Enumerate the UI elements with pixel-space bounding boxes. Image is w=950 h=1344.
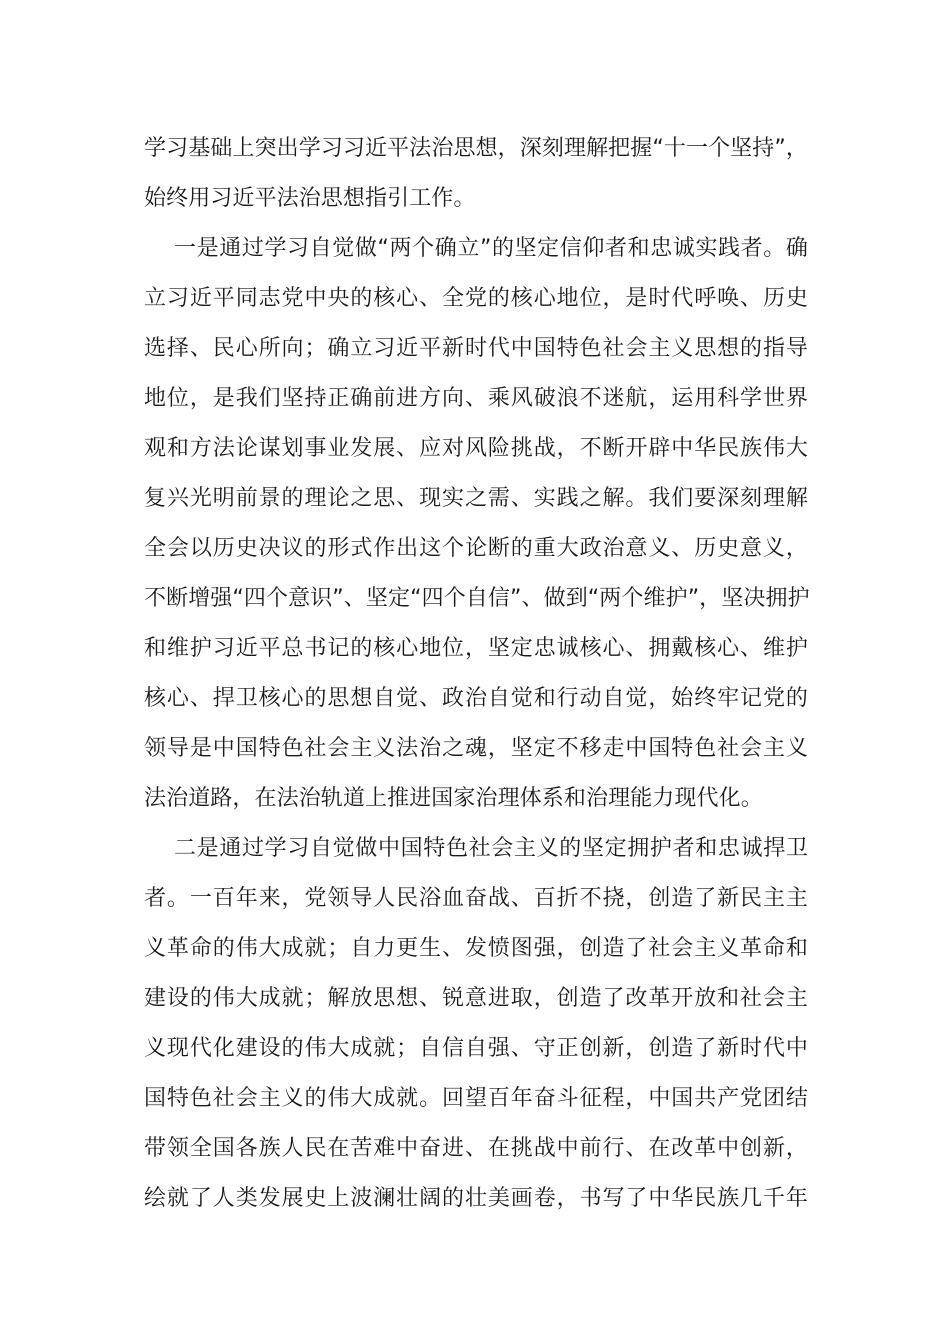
text-line: 义革命的伟大成就；自力更生、发愤图强，创造了社会主义革命和	[144, 936, 808, 961]
text-line: 学习基础上突出学习习近平法治思想，深刻理解把握“十一个坚持”，	[144, 136, 808, 161]
paragraph-start-line: 一是通过学习自觉做“两个确立”的坚定信仰者和忠诚实践者。确	[174, 236, 808, 261]
text-line: 地位，是我们坚持正确前进方向、乘风破浪不迷航，运用科学世界	[144, 386, 808, 411]
paragraph-start-line: 二是通过学习自觉做中国特色社会主义的坚定拥护者和忠诚捍卫	[174, 836, 808, 861]
text-line: 观和方法论谋划事业发展、应对风险挑战，不断开辟中华民族伟大	[144, 436, 808, 461]
text-line: 带领全国各族人民在苦难中奋进、在挑战中前行、在改革中创新，	[144, 1136, 808, 1161]
text-line: 核心、捍卫核心的思想自觉、政治自觉和行动自觉，始终牢记党的	[144, 686, 808, 711]
text-line: 义现代化建设的伟大成就；自信自强、守正创新，创造了新时代中	[144, 1036, 808, 1061]
text-line: 始终用习近平法治思想指引工作。	[144, 186, 476, 211]
text-line: 全会以历史决议的形式作出这个论断的重大政治意义、历史意义，	[144, 536, 808, 561]
text-line: 不断增强“四个意识”、坚定“四个自信”、做到“两个维护”，坚决拥护	[144, 586, 810, 611]
text-line: 建设的伟大成就；解放思想、锐意进取，创造了改革开放和社会主	[144, 986, 808, 1011]
text-line: 选择、民心所向；确立习近平新时代中国特色社会主义思想的指导	[144, 336, 808, 361]
text-line: 领导是中国特色社会主义法治之魂，坚定不移走中国特色社会主义	[144, 736, 808, 761]
text-line: 复兴光明前景的理论之思、现实之需、实践之解。我们要深刻理解	[144, 486, 808, 511]
text-line: 法治道路，在法治轨道上推进国家治理体系和治理能力现代化。	[144, 786, 763, 811]
text-line: 立习近平同志党中央的核心、全党的核心地位，是时代呼唤、历史	[144, 286, 808, 311]
text-line: 国特色社会主义的伟大成就。回望百年奋斗征程，中国共产党团结	[144, 1086, 808, 1111]
text-line: 绘就了人类发展史上波澜壮阔的壮美画卷，书写了中华民族几千年	[144, 1186, 808, 1211]
text-line: 者。一百年来，党领导人民浴血奋战、百折不挠，创造了新民主主	[144, 886, 808, 911]
text-line: 和维护习近平总书记的核心地位，坚定忠诚核心、拥戴核心、维护	[144, 636, 808, 661]
